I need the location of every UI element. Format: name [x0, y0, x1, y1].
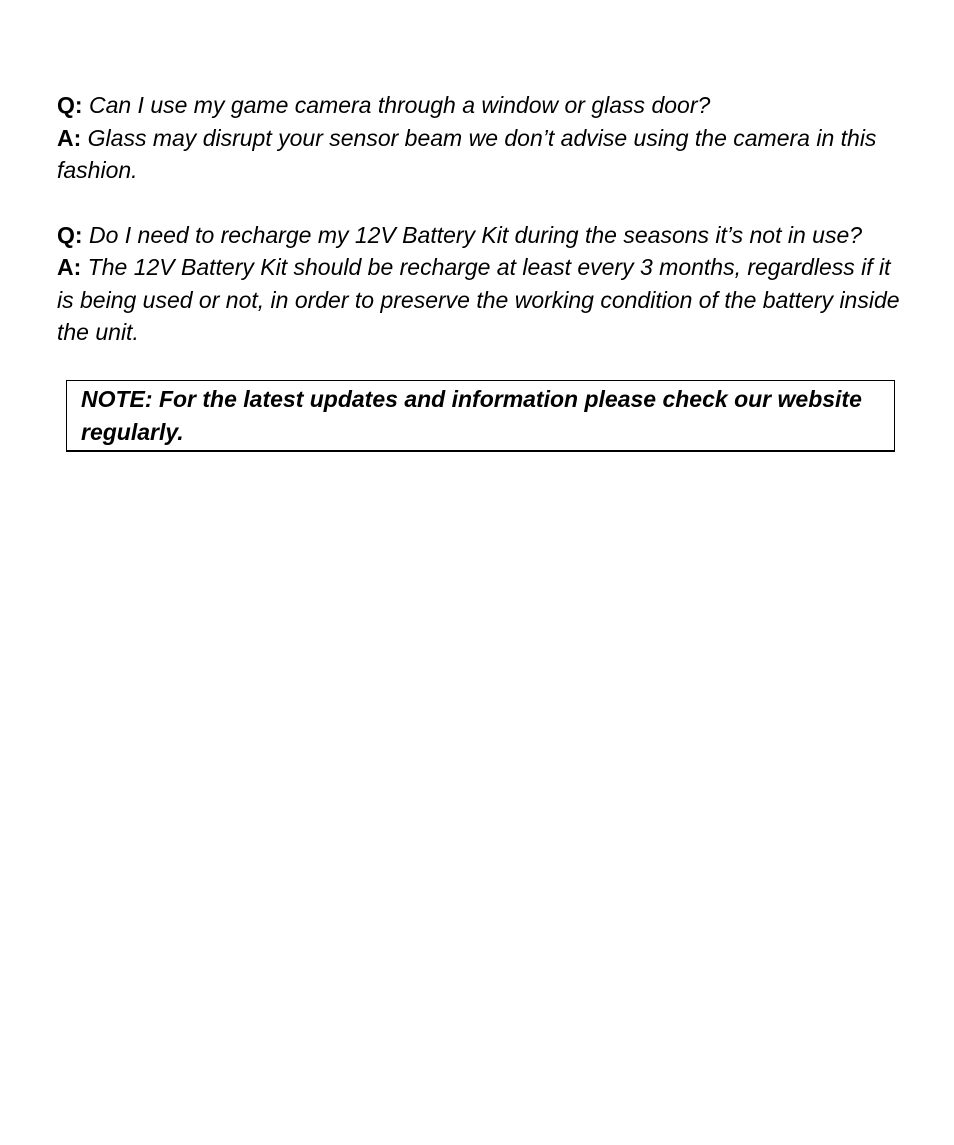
answer-line — [57, 251, 907, 349]
note-text: NOTE: For the latest updates and information please check our website regularly. — [81, 386, 862, 445]
document-page — [57, 89, 907, 445]
question-text: Can I use my game camera through a window or glass door? — [88, 92, 711, 118]
answer-text: The 12V Battery Kit should be recharge at least every 3 months, regardless if it is being used or not, in order to preserve the working condition of the battery inside the unit. — [57, 254, 900, 345]
question-line — [57, 89, 907, 122]
website-note-box — [66, 380, 895, 452]
question-line — [57, 219, 907, 252]
question-label: Q: — [57, 92, 83, 118]
faq-item-battery-recharge — [57, 219, 907, 349]
question-text: Do I need to recharge my 12V Battery Kit during the seasons it’s not in use? — [88, 221, 863, 248]
answer-label: A: — [57, 254, 82, 280]
answer-text: Glass may disrupt your sensor beam we don’t advise using the camera in this fashion. — [57, 124, 877, 183]
question-label: Q: — [57, 221, 83, 248]
faq-item-window-glass — [57, 89, 907, 187]
answer-line — [57, 122, 907, 187]
answer-label: A: — [57, 124, 82, 151]
